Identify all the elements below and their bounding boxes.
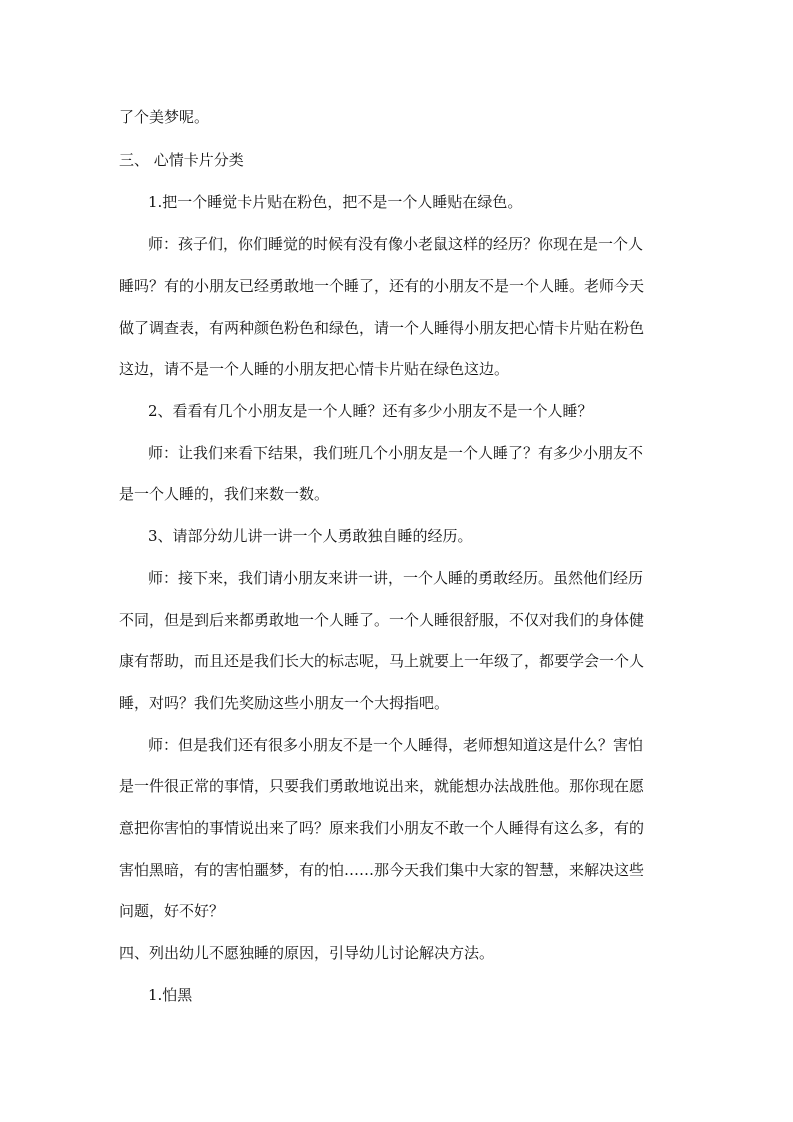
text-line-4: 师：孩子们，你们睡觉的时候有没有像小老鼠这样的经历？你现在是一个人 bbox=[148, 235, 644, 253]
text-line-1: 了个美梦呢。 bbox=[119, 108, 210, 126]
text-line-10: 是一个人睡的，我们来数一数。 bbox=[119, 485, 330, 503]
section-heading-4: 四、列出幼儿不愿独睡的原因，引导幼儿讨论解决方法。 bbox=[119, 944, 495, 962]
text-line-3: 1.把一个睡觉卡片贴在粉色，把不是一个人睡贴在绿色。 bbox=[148, 193, 523, 211]
text-line-15: 睡，对吗？我们先奖励这些小朋友一个大拇指吧。 bbox=[119, 694, 450, 712]
text-line-20: 问题，好不好？ bbox=[119, 902, 225, 920]
text-line-16: 师：但是我们还有很多小朋友不是一个人睡得，老师想知道这是什么？害怕 bbox=[148, 736, 644, 754]
section-heading-3: 三、 心情卡片分类 bbox=[119, 151, 244, 169]
text-line-9: 师：让我们来看下结果，我们班几个小朋友是一个人睡了？有多少小朋友不 bbox=[148, 444, 644, 462]
text-line-22: 1.怕黑 bbox=[148, 986, 193, 1004]
text-line-5: 睡吗？有的小朋友已经勇敢地一个睡了，还有的小朋友不是一个人睡。老师今天 bbox=[119, 277, 645, 295]
text-line-8: 2、看看有几个小朋友是一个人睡？还有多少小朋友不是一个人睡？ bbox=[148, 402, 593, 420]
text-line-7: 这边，请不是一个人睡的小朋友把心情卡片贴在绿色这边。 bbox=[119, 360, 510, 378]
text-line-17: 是一件很正常的事情，只要我们勇敢地说出来，就能想办法战胜他。那你现在愿 bbox=[119, 777, 645, 795]
text-line-18: 意把你害怕的事情说出来了吗？原来我们小朋友不敢一个人睡得有这么多，有的 bbox=[119, 819, 645, 837]
text-line-11: 3、请部分幼儿讲一讲一个人勇敢独自睡的经历。 bbox=[148, 527, 473, 545]
text-line-13: 不同，但是到后来都勇敢地一个人睡了。一个人睡很舒服，不仅对我们的身体健 bbox=[119, 611, 645, 629]
text-line-12: 师：接下来，我们请小朋友来讲一讲，一个人睡的勇敢经历。虽然他们经历 bbox=[148, 569, 644, 587]
text-line-6: 做了调查表，有两种颜色粉色和绿色，请一个人睡得小朋友把心情卡片贴在粉色 bbox=[119, 319, 645, 337]
text-line-14: 康有帮助，而且还是我们长大的标志呢，马上就要上一年级了，都要学会一个人 bbox=[119, 652, 645, 670]
text-line-19: 害怕黑暗，有的害怕噩梦，有的怕……那今天我们集中大家的智慧，来解决这些 bbox=[119, 861, 645, 879]
